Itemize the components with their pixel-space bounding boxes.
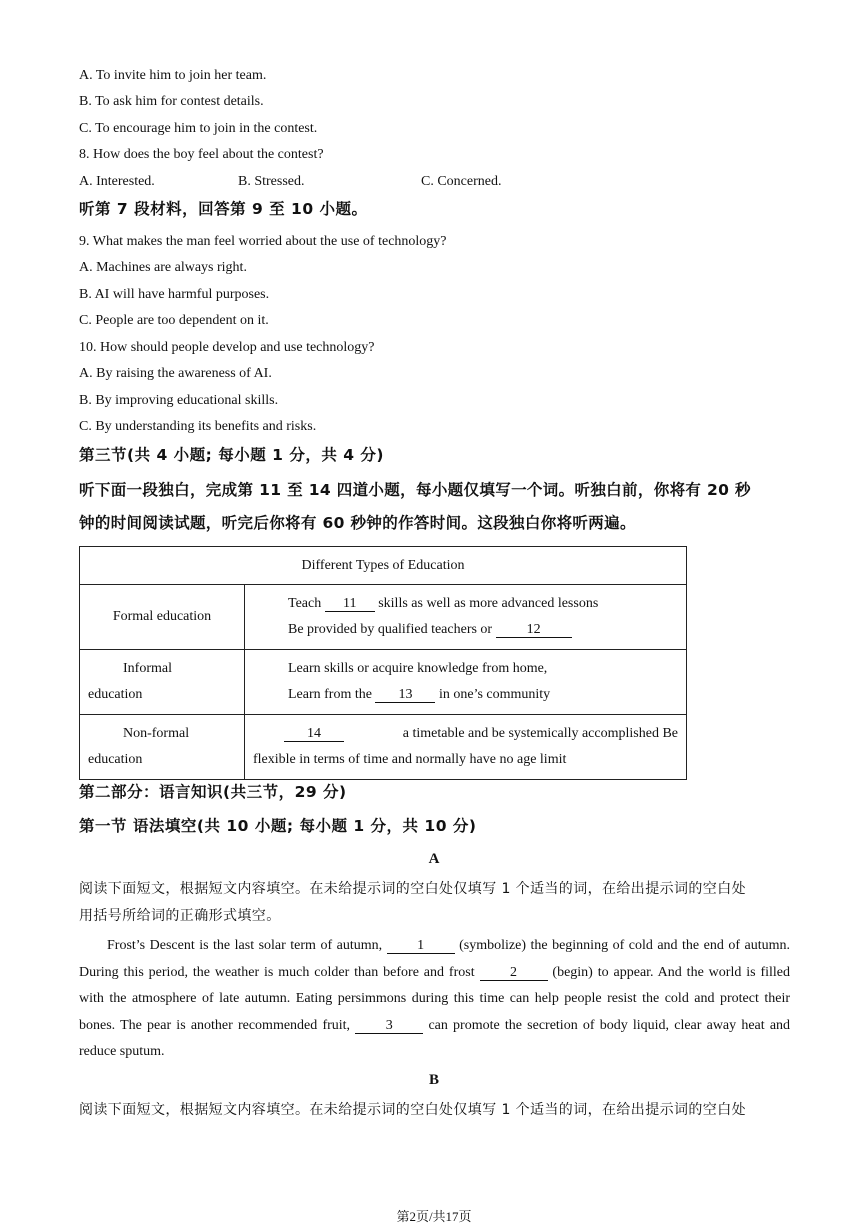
- nonformal-description: [245, 715, 687, 780]
- passage-b-instruction-line1: 阅读下面短文，根据短文内容填空。在未给提示词的空白处仅填写 1 个适当的词，在给出提示词的空白处: [79, 1102, 747, 1118]
- q9-question: 9. What makes the man feel worried about the use of technology?: [79, 234, 447, 249]
- part2-heading: 第二部分：语言知识(共三节，29 分): [79, 783, 347, 801]
- q10-option-b: B. By improving educational skills.: [79, 393, 279, 408]
- passage-a-t4: can promote the secretion of body liquid, clear away heat and reduce sputum.: [79, 1017, 791, 1059]
- page-footer: 第2页/共17页: [396, 1209, 472, 1224]
- blank-11[interactable]: 11: [325, 596, 375, 612]
- q10-option-a: A. By raising the awareness of AI.: [79, 366, 272, 381]
- passage-a-t3: (begin) to appear. And the world is filled with the atmosphere of late autumn. Eating persimmons during this time can help people resist the cold and protect their bones. The pear is another recommended fruit,: [79, 964, 791, 1033]
- blank-14[interactable]: 14: [284, 726, 344, 742]
- blank-13[interactable]: 13: [375, 687, 435, 703]
- q10-option-c: C. By understanding its benefits and risks.: [79, 419, 317, 434]
- nonformal-label-line2: education: [88, 752, 143, 767]
- nonformal-line2: flexible in terms of time and normally have no age limit: [253, 752, 567, 767]
- informal-description: [245, 650, 687, 715]
- q10-question: 10. How should people develop and use technology?: [79, 340, 375, 355]
- q8-option-c: C. Concerned.: [421, 174, 502, 189]
- informal-label-line1: Informal: [123, 661, 172, 676]
- blank-3[interactable]: 3: [355, 1018, 423, 1034]
- formal-label: Formal education: [80, 585, 245, 650]
- passage-a-letter: A: [428, 851, 440, 867]
- q7-option-b: B. To ask him for contest details.: [79, 94, 264, 109]
- part3-instruction-line2: 钟的时间阅读试题，听完后你将有 60 秒钟的作答时间。这段独白你将听两遍。: [79, 514, 636, 532]
- informal-line2-post: in one’s community: [438, 687, 551, 702]
- table-row-nonformal: [80, 715, 687, 780]
- nonformal-label-line1: Non-formal: [123, 726, 190, 741]
- q8-option-a: A. Interested.: [79, 174, 155, 189]
- q7-option-a: A. To invite him to join her team.: [79, 68, 267, 83]
- table-row-informal: [80, 650, 687, 715]
- passage-a-t1: Frost’s Descent is the last solar term of autumn,: [107, 938, 383, 953]
- section7-heading: 听第 7 段材料，回答第 9 至 10 小题。: [79, 200, 368, 218]
- q9-option-a: A. Machines are always right.: [79, 260, 247, 275]
- passage-a-instruction-line2: 用括号所给词的正确形式填空。: [79, 908, 281, 924]
- table-title: Different Types of Education: [80, 547, 687, 585]
- formal-line2-pre: Be provided by qualified teachers or: [288, 622, 493, 637]
- blank-1[interactable]: 1: [387, 938, 455, 954]
- nonformal-line1-post: a timetable and be systemically accomplished Be: [402, 726, 678, 741]
- part3-heading: 第三节(共 4 小题; 每小题 1 分，共 4 分): [79, 446, 384, 464]
- blank-2[interactable]: 2: [480, 965, 548, 981]
- informal-line2-pre: Learn from the: [288, 687, 372, 702]
- q9-option-b: B. AI will have harmful purposes.: [79, 287, 270, 302]
- passage-b-letter: B: [428, 1072, 439, 1088]
- formal-line1-post: skills as well as more advanced lessons: [378, 596, 599, 611]
- formal-description: [245, 585, 687, 650]
- nonformal-label: [80, 715, 245, 780]
- q8-question: 8. How does the boy feel about the contest?: [79, 147, 324, 162]
- informal-label: [80, 650, 245, 715]
- q8-option-b: B. Stressed.: [238, 174, 305, 189]
- education-types-table: [79, 546, 687, 780]
- formal-line1-pre: Teach: [288, 596, 322, 611]
- q9-option-c: C. People are too dependent on it.: [79, 313, 269, 328]
- passage-a-t2: (symbolize) the beginning of cold and the end of autumn. During this period, the weather is much colder than before and frost: [79, 938, 791, 980]
- passage-a-text: [79, 933, 790, 1066]
- part2-section1-heading: 第一节 语法填空(共 10 小题; 每小题 1 分，共 10 分): [79, 817, 477, 835]
- table-row-formal: [80, 585, 687, 650]
- informal-line1: Learn skills or acquire knowledge from home,: [288, 661, 548, 676]
- q7-option-c: C. To encourage him to join in the contest.: [79, 121, 318, 136]
- blank-12[interactable]: 12: [496, 622, 572, 638]
- passage-a-instruction-line1: 阅读下面短文，根据短文内容填空。在未给提示词的空白处仅填写 1 个适当的词，在给出提示词的空白处: [79, 881, 747, 897]
- part3-instruction-line1: 听下面一段独白，完成第 11 至 14 四道小题，每小题仅填写一个词。听独白前，你将有 20 秒: [79, 481, 751, 499]
- informal-label-line2: education: [88, 687, 143, 702]
